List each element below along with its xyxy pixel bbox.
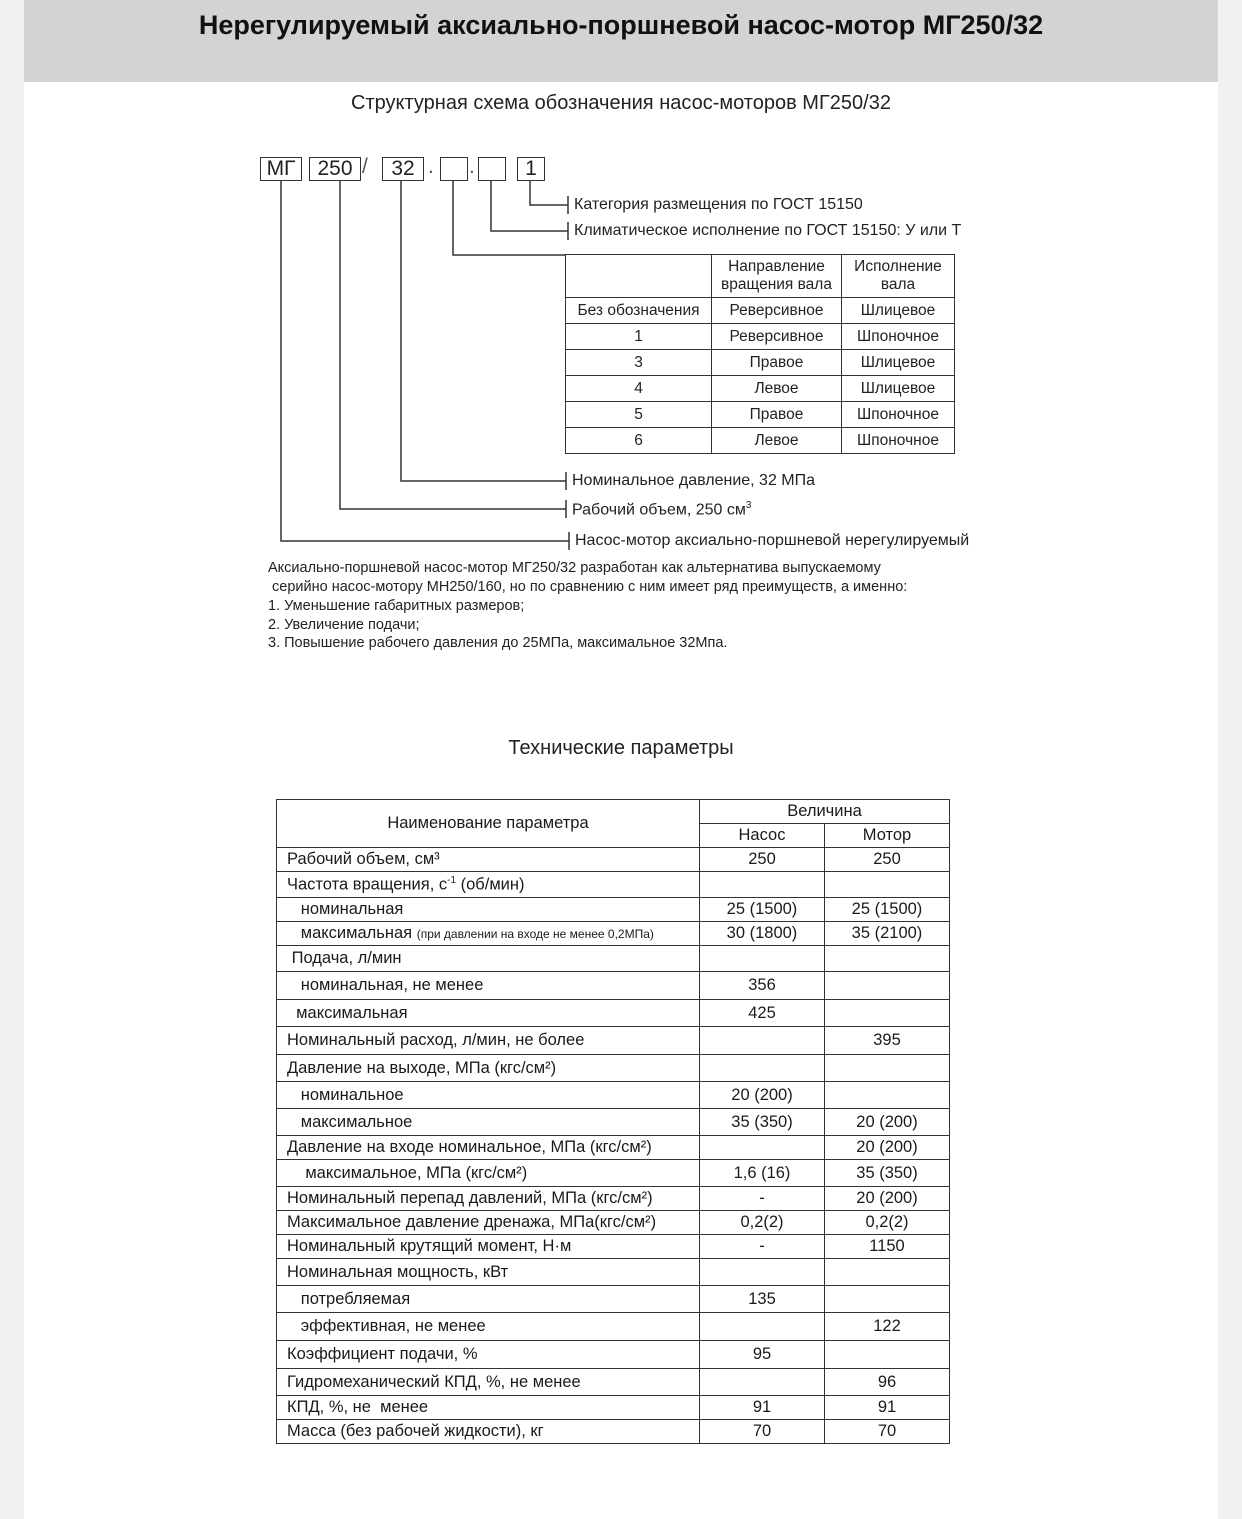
- options-cell: 6: [566, 428, 712, 454]
- param-name-text: максимальное, МПа (кгс/см²): [287, 1163, 528, 1182]
- param-name-text: Давление на входе номинальное, МПа (кгс/см²): [287, 1138, 652, 1156]
- param-motor-value: 35 (350): [825, 1160, 950, 1187]
- param-name: [277, 972, 700, 1000]
- table-row: [277, 848, 950, 872]
- param-name: [277, 1109, 700, 1136]
- param-pump-value: [700, 946, 825, 972]
- param-pump-value: [700, 1369, 825, 1396]
- param-pump-value: 91: [700, 1396, 825, 1420]
- param-motor-value: [825, 1055, 950, 1082]
- param-name-text: Максимальное давление дренажа, МПа(кгс/см²): [287, 1213, 657, 1231]
- param-name-note: (при давлении на входе не менее 0,2МПа): [416, 927, 654, 941]
- label-category: Категория размещения по ГОСТ 15150: [574, 196, 863, 213]
- table-row: [277, 1187, 950, 1211]
- params-header-value: Величина: [700, 800, 950, 824]
- param-motor-value: 250: [825, 848, 950, 872]
- code-slash: /: [362, 155, 368, 178]
- param-motor-value: 25 (1500): [825, 898, 950, 922]
- table-row: [277, 1369, 950, 1396]
- param-name-text: Коэффициент подачи, %: [287, 1345, 478, 1363]
- param-name-text: Рабочий объем, см³: [287, 850, 440, 868]
- param-name: [277, 1055, 700, 1082]
- description-line-3: 1. Уменьшение габаритных размеров;: [268, 598, 525, 614]
- param-name-text: Частота вращения, с: [287, 875, 448, 894]
- param-motor-value: [825, 972, 950, 1000]
- param-motor-value: 20 (200): [825, 1109, 950, 1136]
- param-name: [277, 1211, 700, 1235]
- param-pump-value: 356: [700, 972, 825, 1000]
- table-row: [277, 1235, 950, 1259]
- options-cell: Правое: [712, 402, 842, 428]
- options-cell: Шпоночное: [842, 402, 955, 428]
- table-row: [277, 872, 950, 898]
- options-cell: Реверсивное: [712, 298, 842, 324]
- label-climate: Климатическое исполнение по ГОСТ 15150: У или Т: [574, 222, 962, 239]
- param-pump-value: 0,2(2): [700, 1211, 825, 1235]
- options-cell: 1: [566, 324, 712, 350]
- param-name: [277, 848, 700, 872]
- param-motor-value: [825, 1259, 950, 1286]
- param-motor-value: 70: [825, 1420, 950, 1444]
- options-cell: Реверсивное: [712, 324, 842, 350]
- label-volume-text: Рабочий объем, 250 см: [572, 501, 746, 519]
- param-pump-value: 95: [700, 1341, 825, 1369]
- param-name-text: максимальная: [287, 924, 417, 942]
- param-pump-value: 135: [700, 1286, 825, 1313]
- description-line-5: 3. Повышение рабочего давления до 25МПа, максимальное 32Мпа.: [268, 635, 728, 651]
- description-line-2: серийно насос-мотору МН250/160, но по сравнению с ним имеет ряд преимуществ, а именно:: [268, 579, 908, 595]
- code-dot-1: .: [428, 155, 434, 178]
- param-pump-value: 20 (200): [700, 1082, 825, 1109]
- table-row: [277, 1396, 950, 1420]
- options-header-shaft: Исполнение вала: [842, 255, 955, 298]
- param-name-text: потребляемая: [287, 1289, 411, 1308]
- params-header-name: Наименование параметра: [277, 800, 700, 848]
- options-cell: Шлицевое: [842, 298, 955, 324]
- param-name-text: Давление на выходе, МПа (кгс/см²): [287, 1058, 557, 1077]
- param-motor-value: [825, 946, 950, 972]
- param-name-text: максимальное: [287, 1112, 413, 1131]
- code-box-pressure: 32: [382, 157, 424, 181]
- description-line-4: 2. Увеличение подачи;: [268, 617, 420, 633]
- table-row: [277, 1055, 950, 1082]
- param-pump-value: 250: [700, 848, 825, 872]
- param-name-text: КПД, %, не менее: [287, 1398, 429, 1416]
- table-row: [277, 898, 950, 922]
- param-motor-value: 0,2(2): [825, 1211, 950, 1235]
- table-row: [277, 1286, 950, 1313]
- param-pump-value: -: [700, 1235, 825, 1259]
- label-volume-sup: 3: [745, 500, 752, 511]
- options-cell: Правое: [712, 350, 842, 376]
- param-name: [277, 1259, 700, 1286]
- params-header-motor: Мотор: [825, 824, 950, 848]
- param-name-text: номинальная, не менее: [287, 976, 484, 994]
- param-name: [277, 1136, 700, 1160]
- param-motor-value: 91: [825, 1396, 950, 1420]
- tech-params-table: [276, 799, 950, 1444]
- param-name-text: номинальное: [287, 1085, 404, 1104]
- options-table: [565, 254, 955, 454]
- options-cell: 5: [566, 402, 712, 428]
- label-pressure: Номинальное давление, 32 МПа: [572, 472, 816, 489]
- param-motor-value: [825, 1286, 950, 1313]
- param-pump-value: [700, 1313, 825, 1341]
- table-row: [277, 1211, 950, 1235]
- param-pump-value: 1,6 (16): [700, 1160, 825, 1187]
- schema-title: Структурная схема обозначения насос-моторов МГ250/32: [351, 92, 891, 114]
- table-row: [277, 946, 950, 972]
- param-name: [277, 898, 700, 922]
- options-cell: Шпоночное: [842, 428, 955, 454]
- table-row: [277, 1160, 950, 1187]
- options-cell: Левое: [712, 376, 842, 402]
- table-row: [277, 1027, 950, 1055]
- param-motor-value: 122: [825, 1313, 950, 1341]
- options-cell: 3: [566, 350, 712, 376]
- param-name-text: Номинальный перепад давлений, МПа (кгс/см²): [287, 1189, 653, 1207]
- param-motor-value: 35 (2100): [825, 922, 950, 946]
- param-pump-value: [700, 1136, 825, 1160]
- params-header-pump: Насос: [700, 824, 825, 848]
- table-row: [277, 922, 950, 946]
- param-name: [277, 1286, 700, 1313]
- param-name-text: Номинальный крутящий момент, Н·м: [287, 1237, 572, 1255]
- param-name: [277, 1313, 700, 1341]
- table-row: [277, 1420, 950, 1444]
- table-row: [277, 1000, 950, 1027]
- param-name: [277, 1341, 700, 1369]
- param-motor-value: [825, 1341, 950, 1369]
- param-pump-value: [700, 872, 825, 898]
- param-motor-value: [825, 872, 950, 898]
- param-name-text: номинальная: [287, 900, 404, 918]
- param-motor-value: [825, 1000, 950, 1027]
- param-name-text: Масса (без рабочей жидкости), кг: [287, 1422, 544, 1440]
- tech-title: Технические параметры: [508, 737, 734, 759]
- param-name-text: эффективная, не менее: [287, 1317, 486, 1335]
- param-pump-value: [700, 1027, 825, 1055]
- param-motor-value: 1150: [825, 1235, 950, 1259]
- table-row: [277, 1341, 950, 1369]
- param-pump-value: [700, 1259, 825, 1286]
- param-pump-value: 35 (350): [700, 1109, 825, 1136]
- param-name: [277, 872, 700, 898]
- param-motor-value: 395: [825, 1027, 950, 1055]
- options-cell: Шлицевое: [842, 376, 955, 402]
- table-row: [277, 1313, 950, 1341]
- code-box-volume: 250: [309, 157, 361, 181]
- param-name-text: Номинальная мощность, кВт: [287, 1262, 509, 1281]
- param-name-text: Гидромеханический КПД, %, не менее: [287, 1372, 581, 1391]
- table-row: [277, 1259, 950, 1286]
- options-cell: Шлицевое: [842, 350, 955, 376]
- param-motor-value: 96: [825, 1369, 950, 1396]
- param-name-text: Номинальный расход, л/мин, не более: [287, 1031, 585, 1049]
- description-line-1: Аксиально-поршневой насос-мотор МГ250/32 разработан как альтернатива выпускаемому: [268, 560, 881, 576]
- param-name-text: максимальная: [287, 1003, 408, 1022]
- param-pump-value: 425: [700, 1000, 825, 1027]
- table-row: [277, 1109, 950, 1136]
- table-row: [277, 972, 950, 1000]
- param-name: [277, 1420, 700, 1444]
- options-header-rotation: Направление вращения вала: [712, 255, 842, 298]
- param-name: [277, 1082, 700, 1109]
- param-motor-value: 20 (200): [825, 1136, 950, 1160]
- param-name: [277, 946, 700, 972]
- param-name: [277, 1187, 700, 1211]
- param-name: [277, 1396, 700, 1420]
- param-pump-value: -: [700, 1187, 825, 1211]
- param-name-tail: (об/мин): [456, 875, 525, 894]
- param-name-sup: -1: [447, 874, 457, 886]
- options-cell: Левое: [712, 428, 842, 454]
- param-name: [277, 922, 700, 946]
- page-title: Нерегулируемый аксиально-поршневой насос-мотор МГ250/32: [198, 10, 1044, 40]
- code-dot-2: .: [469, 155, 475, 178]
- options-cell: Без обозначения: [566, 298, 712, 324]
- code-box-series: МГ: [260, 157, 302, 181]
- param-pump-value: [700, 1055, 825, 1082]
- param-name-text: Подача, л/мин: [287, 949, 402, 967]
- label-type: Насос-мотор аксиально-поршневой нерегулируемый: [575, 532, 970, 549]
- param-name: [277, 1027, 700, 1055]
- param-name: [277, 1160, 700, 1187]
- param-name: [277, 1235, 700, 1259]
- options-cell: 4: [566, 376, 712, 402]
- table-row: [277, 1136, 950, 1160]
- table-row: [277, 1082, 950, 1109]
- param-name: [277, 1000, 700, 1027]
- label-volume: [572, 500, 751, 519]
- code-box-category: 1: [517, 157, 545, 181]
- param-motor-value: 20 (200): [825, 1187, 950, 1211]
- param-pump-value: 30 (1800): [700, 922, 825, 946]
- options-header-empty: [566, 255, 712, 298]
- param-name: [277, 1369, 700, 1396]
- param-pump-value: 25 (1500): [700, 898, 825, 922]
- param-motor-value: [825, 1082, 950, 1109]
- options-cell: Шпоночное: [842, 324, 955, 350]
- param-pump-value: 70: [700, 1420, 825, 1444]
